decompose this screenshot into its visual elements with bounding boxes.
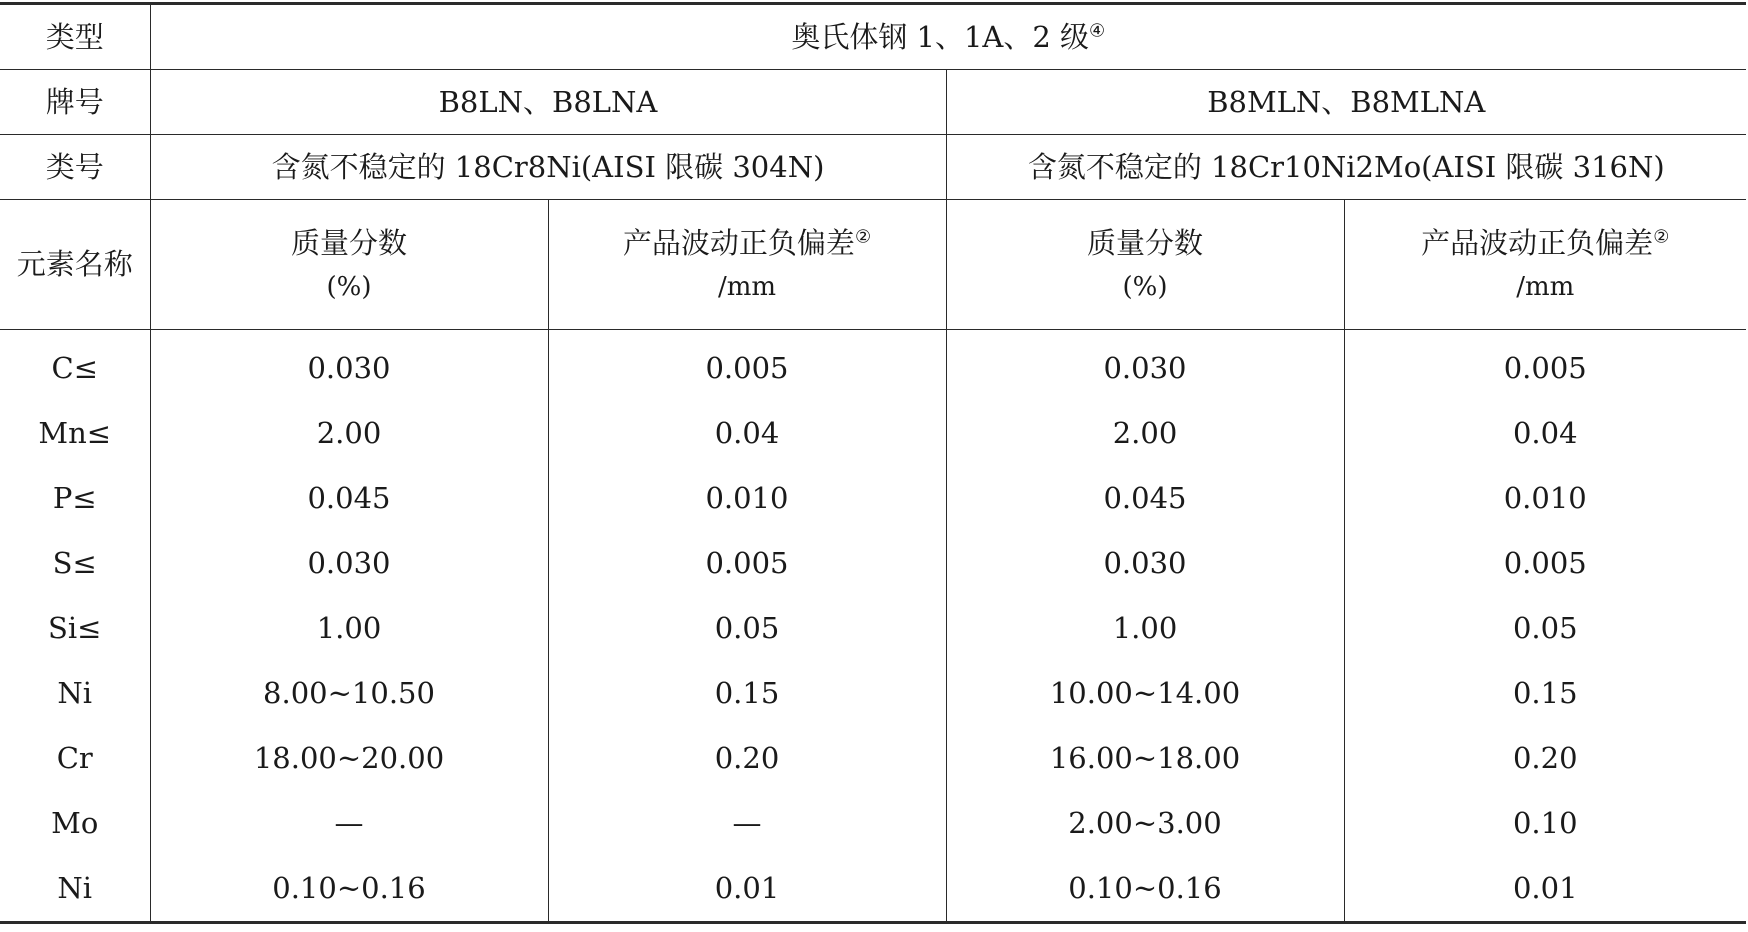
tolerance-right-cell: 0.05 (1344, 596, 1746, 661)
mass-left-cell: 0.10~0.16 (150, 856, 548, 923)
tolerance-right-cell: 0.15 (1344, 661, 1746, 726)
grade-right: B8MLN、B8MLNA (946, 70, 1746, 135)
table-row (0, 330, 1746, 402)
mass-right-cell: 0.030 (946, 531, 1344, 596)
mass-left-cell: — (150, 791, 548, 856)
mass-right-cell: 2.00~3.00 (946, 791, 1344, 856)
mass-fraction-unit: (%) (1122, 272, 1168, 303)
mass-left-cell: 0.045 (150, 466, 548, 531)
tolerance-left-cell: 0.005 (548, 531, 946, 596)
element-cell: Ni (0, 856, 150, 923)
grade-row (0, 70, 1746, 135)
table-row (0, 596, 1746, 661)
tolerance-right-cell: 0.04 (1344, 401, 1746, 466)
tolerance-left-cell: 0.04 (548, 401, 946, 466)
element-cell: Cr (0, 726, 150, 791)
grade-label: 牌号 (0, 70, 150, 135)
tolerance-left-cell: — (548, 791, 946, 856)
mass-left-cell: 0.030 (150, 330, 548, 402)
type-label: 类型 (0, 4, 150, 70)
tolerance-right-cell: 0.005 (1344, 531, 1746, 596)
mass-right-cell: 1.00 (946, 596, 1344, 661)
type-row (0, 4, 1746, 70)
class-row (0, 135, 1746, 200)
element-cell: C≤ (0, 330, 150, 402)
mass-left-cell: 1.00 (150, 596, 548, 661)
element-header: 元素名称 (0, 200, 150, 330)
tolerance-right-cell: 0.010 (1344, 466, 1746, 531)
tolerance-label: 产品波动正负偏差 (1421, 225, 1654, 260)
tolerance-footnote: ② (854, 225, 872, 247)
mass-right-cell: 10.00~14.00 (946, 661, 1344, 726)
mass-fraction-header-left (150, 200, 548, 330)
mass-left-cell: 2.00 (150, 401, 548, 466)
grade-left: B8LN、B8LNA (150, 70, 946, 135)
mass-right-cell: 16.00~18.00 (946, 726, 1344, 791)
type-value: 奥氏体钢 1、1A、2 级 (791, 19, 1090, 54)
tolerance-left-cell: 0.005 (548, 330, 946, 402)
table-row (0, 661, 1746, 726)
table-row (0, 856, 1746, 923)
tolerance-header-right (1344, 200, 1746, 330)
mass-fraction-header-right (946, 200, 1344, 330)
tolerance-left-cell: 0.05 (548, 596, 946, 661)
class-right: 含氮不稳定的 18Cr10Ni2Mo(AISI 限碳 316N) (946, 135, 1746, 200)
tolerance-right-cell: 0.005 (1344, 330, 1746, 402)
mass-right-cell: 0.030 (946, 330, 1344, 402)
class-left: 含氮不稳定的 18Cr8Ni(AISI 限碳 304N) (150, 135, 946, 200)
composition-table (0, 2, 1746, 924)
table-row (0, 466, 1746, 531)
tolerance-left-cell: 0.010 (548, 466, 946, 531)
tolerance-left-cell: 0.15 (548, 661, 946, 726)
tolerance-right-cell: 0.01 (1344, 856, 1746, 923)
tolerance-unit: /mm (1516, 272, 1575, 303)
table-row (0, 726, 1746, 791)
table-row (0, 531, 1746, 596)
element-cell: Ni (0, 661, 150, 726)
table-row (0, 791, 1746, 856)
mass-fraction-label: 质量分数 (290, 225, 407, 260)
type-footnote: ④ (1089, 19, 1106, 41)
tolerance-label: 产品波动正负偏差 (622, 225, 855, 260)
mass-left-cell: 18.00~20.00 (150, 726, 548, 791)
element-cell: Si≤ (0, 596, 150, 661)
mass-right-cell: 0.10~0.16 (946, 856, 1344, 923)
tolerance-unit: /mm (717, 272, 777, 303)
tolerance-right-cell: 0.10 (1344, 791, 1746, 856)
type-value-cell (150, 4, 1746, 70)
mass-fraction-label: 质量分数 (1086, 225, 1203, 260)
element-cell: S≤ (0, 531, 150, 596)
mass-right-cell: 0.045 (946, 466, 1344, 531)
tolerance-left-cell: 0.20 (548, 726, 946, 791)
header-row (0, 200, 1746, 330)
class-label: 类号 (0, 135, 150, 200)
element-cell: Mn≤ (0, 401, 150, 466)
element-cell: Mo (0, 791, 150, 856)
element-cell: P≤ (0, 466, 150, 531)
mass-right-cell: 2.00 (946, 401, 1344, 466)
mass-fraction-unit: (%) (326, 272, 372, 303)
mass-left-cell: 0.030 (150, 531, 548, 596)
tolerance-footnote: ② (1653, 225, 1670, 247)
table-row (0, 401, 1746, 466)
tolerance-left-cell: 0.01 (548, 856, 946, 923)
mass-left-cell: 8.00~10.50 (150, 661, 548, 726)
tolerance-header-left (548, 200, 946, 330)
tolerance-right-cell: 0.20 (1344, 726, 1746, 791)
